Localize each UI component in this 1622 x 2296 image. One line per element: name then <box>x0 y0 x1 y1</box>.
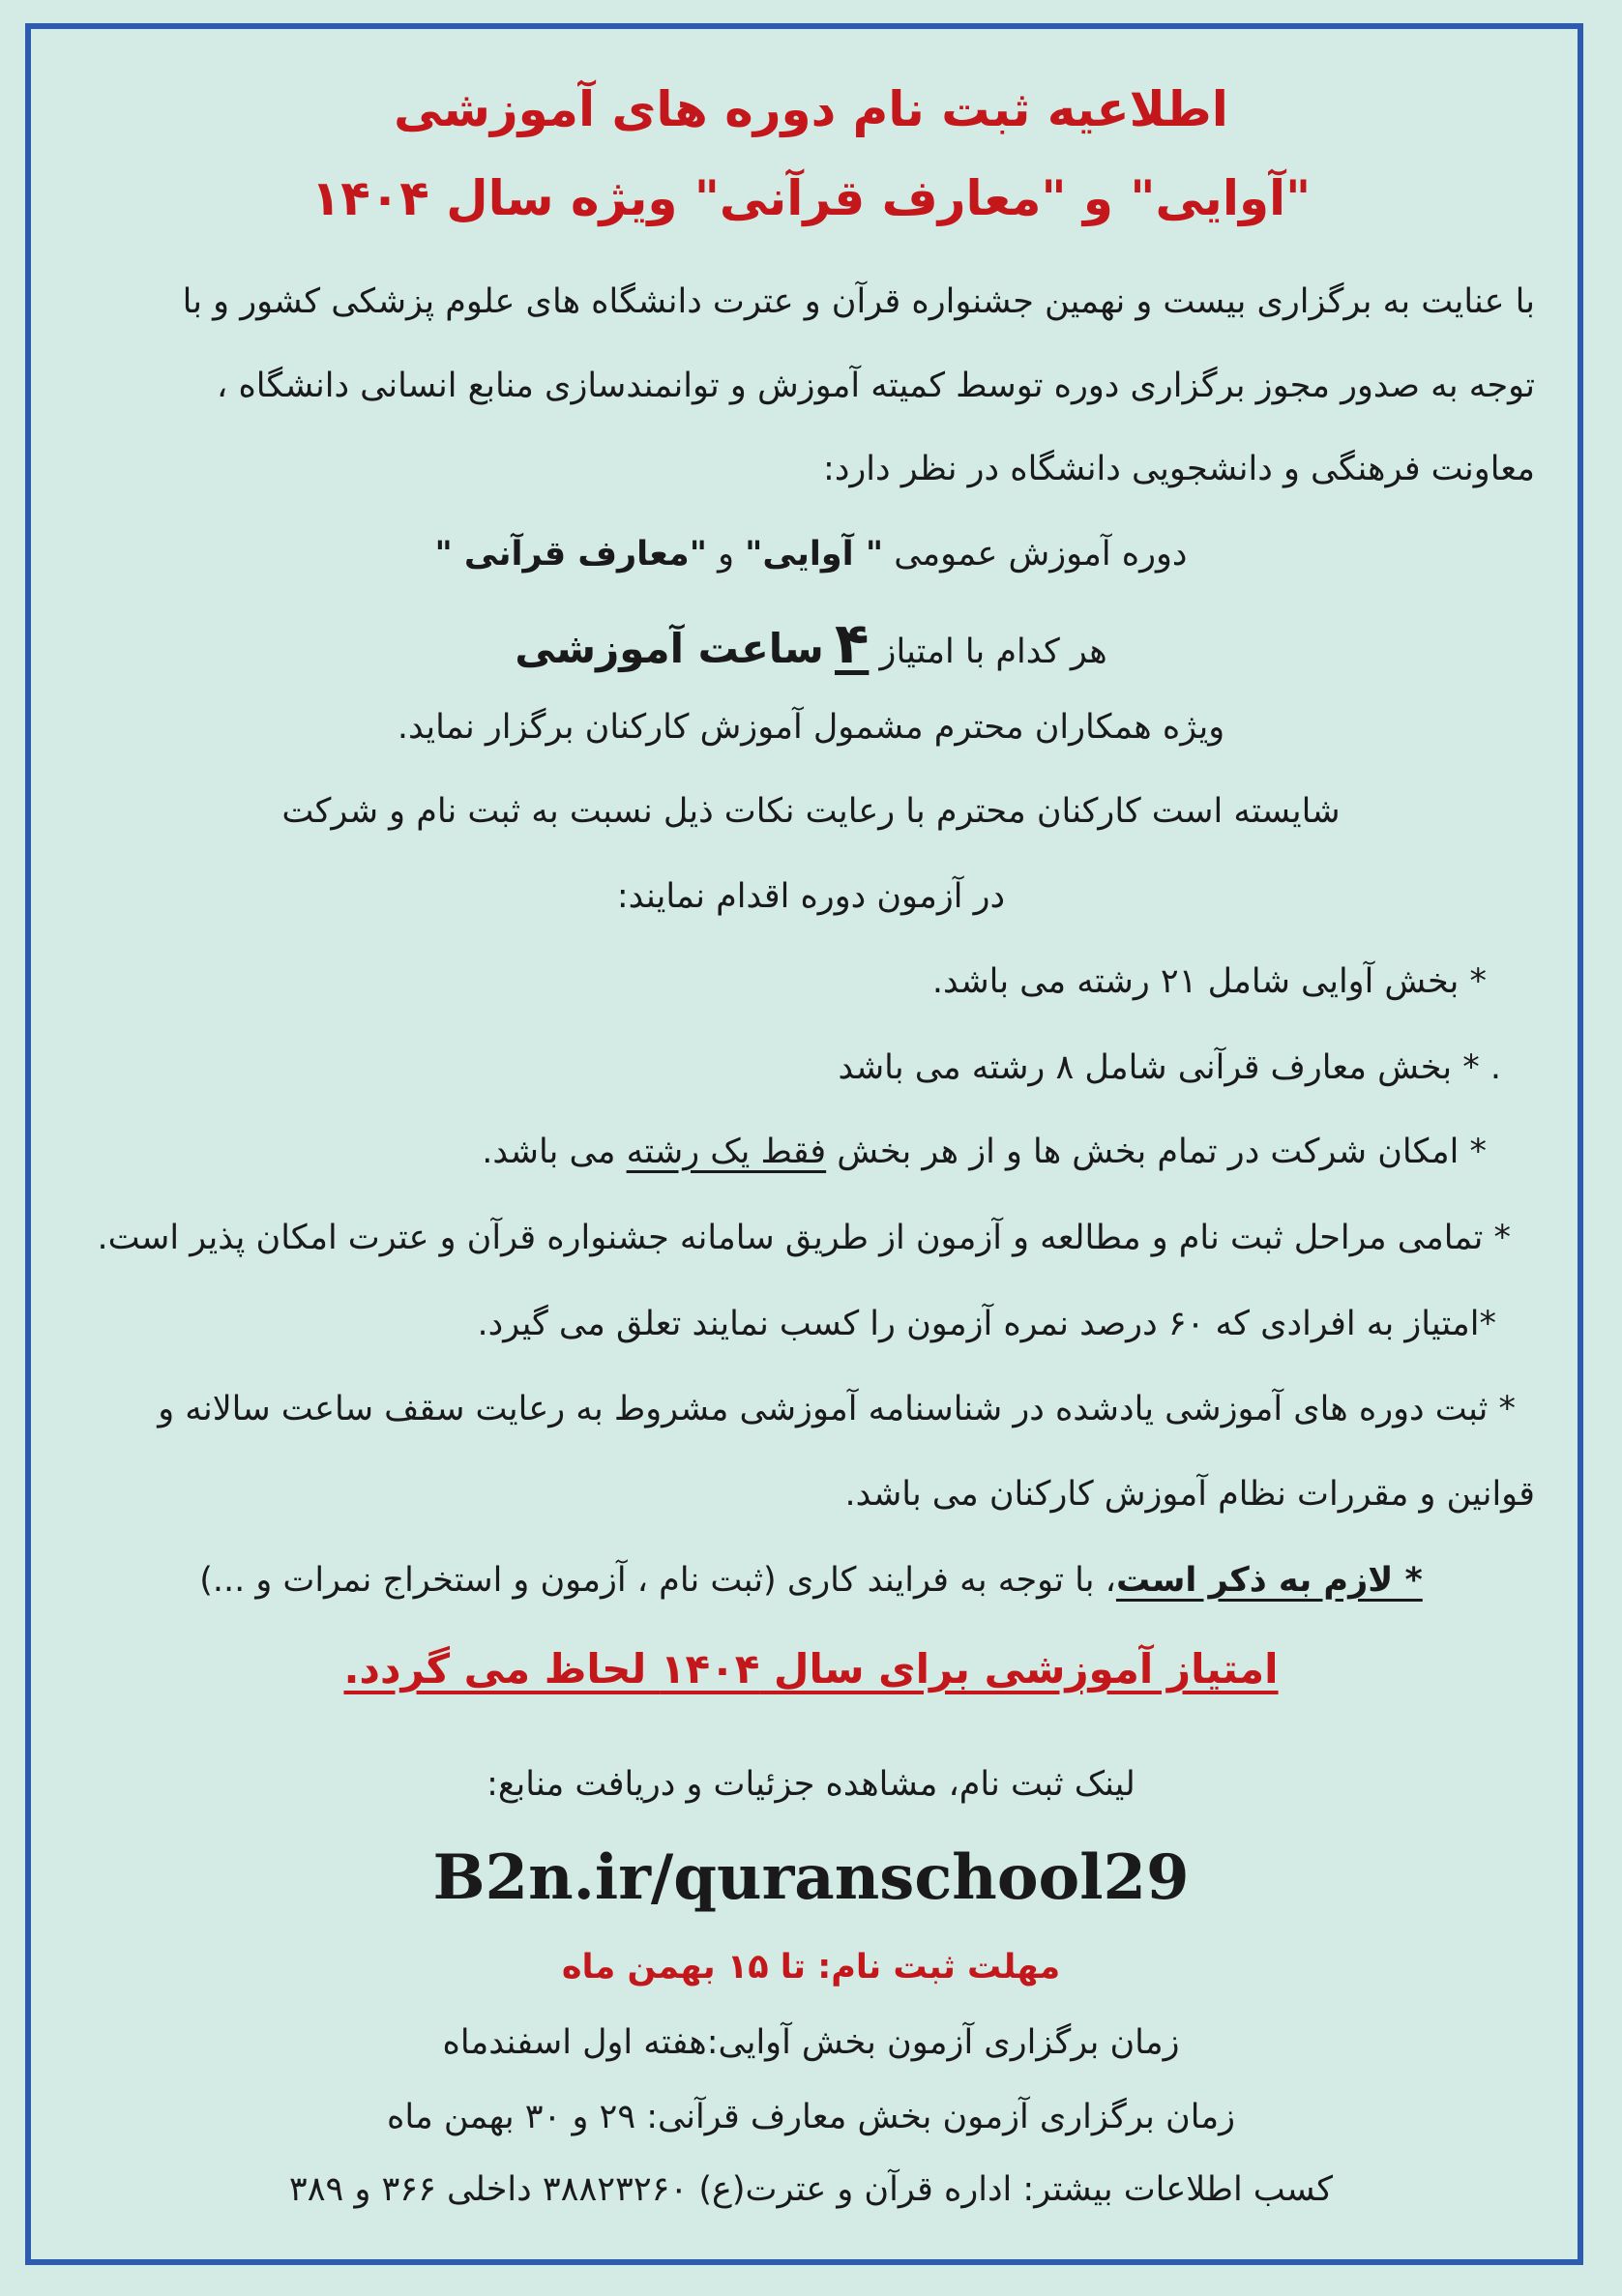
exam-avaei: زمان برگزاری آزمون بخش آوایی:هفته اول اسفندماه <box>442 2023 1180 2062</box>
note-2: . * بخش معارف قرآنی شامل ۸ رشته می باشد <box>838 1048 1501 1087</box>
intro-line-1: با عنایت به برگزاری بیست و نهمین جشنواره قرآن و عترت دانشگاه های علوم پزشکی کشور و با <box>182 282 1535 321</box>
course-avaei: " آوایی" <box>745 535 884 574</box>
note-3-prefix: * امکان شرکت در تمام بخش ها و از هر بخش <box>837 1133 1487 1171</box>
score-prefix: هر کدام با امتیاز <box>879 633 1107 671</box>
note-6-line-1: * ثبت دوره های آموزشی یادشده در شناسنامه آموزشی مشروط به رعایت سقف ساعت سالانه و <box>158 1390 1516 1428</box>
note-3-underlined: فقط یک رشته <box>626 1133 827 1171</box>
note-1: * بخش آوایی شامل ۲۱ رشته می باشد. <box>931 962 1487 1001</box>
registration-link[interactable]: B2n.ir/quranschool29 <box>432 1841 1190 1914</box>
course-line-1 <box>0 535 1622 574</box>
course-and: و <box>718 535 734 574</box>
course-line-5: در آزمون دوره اقدام نمایند: <box>616 877 1006 916</box>
intro-line-2: توجه به صدور مجوز برگزاری دوره توسط کمیته آموزش و توانمندسازی منابع انسانی دانشگاه ، <box>217 367 1535 405</box>
remark-rest: ، با توجه به فرایند کاری (ثبت نام ، آزمون و استخراج نمرات و ...) <box>199 1561 1116 1600</box>
link-label: لینک ثبت نام، مشاهده جزئیات و دریافت منابع: <box>487 1765 1135 1804</box>
note-5: *امتیاز به افرادی که ۶۰ درصد نمره آزمون را کسب نمایند تعلق می گیرد. <box>477 1305 1496 1343</box>
remark-line <box>0 1561 1622 1600</box>
note-4: * تمامی مراحل ثبت نام و مطالعه و آزمون از طریق سامانه جشنواره قرآن و عترت امکان پذیر است. <box>97 1219 1511 1257</box>
course-maaref: "معارف قرآنی " <box>434 535 707 574</box>
remark-highlight: امتیاز آموزشی برای سال ۱۴۰۴ لحاظ می گردد. <box>343 1645 1279 1693</box>
title-line-2: "آوایی" و "معارف قرآنی" ویژه سال ۱۴۰۴ <box>310 170 1312 226</box>
score-unit: ساعت آموزشی <box>515 625 824 672</box>
remark-bold: * لازم به ذکر است <box>1115 1561 1423 1600</box>
course-prefix: دوره آموزش عمومی <box>894 535 1188 574</box>
intro-line-3: معاونت فرهنگی و دانشجویی دانشگاه در نظر دارد: <box>823 450 1535 488</box>
title-line-1: اطلاعیه ثبت نام دوره های آموزشی <box>394 81 1228 137</box>
score-number: ۴ <box>835 610 870 676</box>
note-3-suffix: می باشد. <box>482 1133 616 1171</box>
course-line-2 <box>0 610 1622 676</box>
course-line-4: شایسته است کارکنان محترم با رعایت نکات ذیل نسبت به ثبت نام و شرکت <box>281 792 1341 831</box>
deadline: مهلت ثبت نام: تا ۱۵ بهمن ماه <box>561 1948 1061 1987</box>
contact-info: کسب اطلاعات بیشتر: اداره قرآن و عترت(ع) ۳۸۸۲۳۲۶۰ داخلی ۳۶۶ و ۳۸۹ <box>288 2170 1334 2209</box>
note-3 <box>482 1135 1487 1169</box>
exam-maaref: زمان برگزاری آزمون بخش معارف قرآنی: ۲۹ و ۳۰ بهمن ماه <box>386 2098 1236 2136</box>
course-line-3: ویژه همکاران محترم مشمول آموزش کارکنان برگزار نماید. <box>397 708 1225 747</box>
note-6-line-2: قوانین و مقررات نظام آموزش کارکنان می باشد. <box>844 1475 1535 1514</box>
